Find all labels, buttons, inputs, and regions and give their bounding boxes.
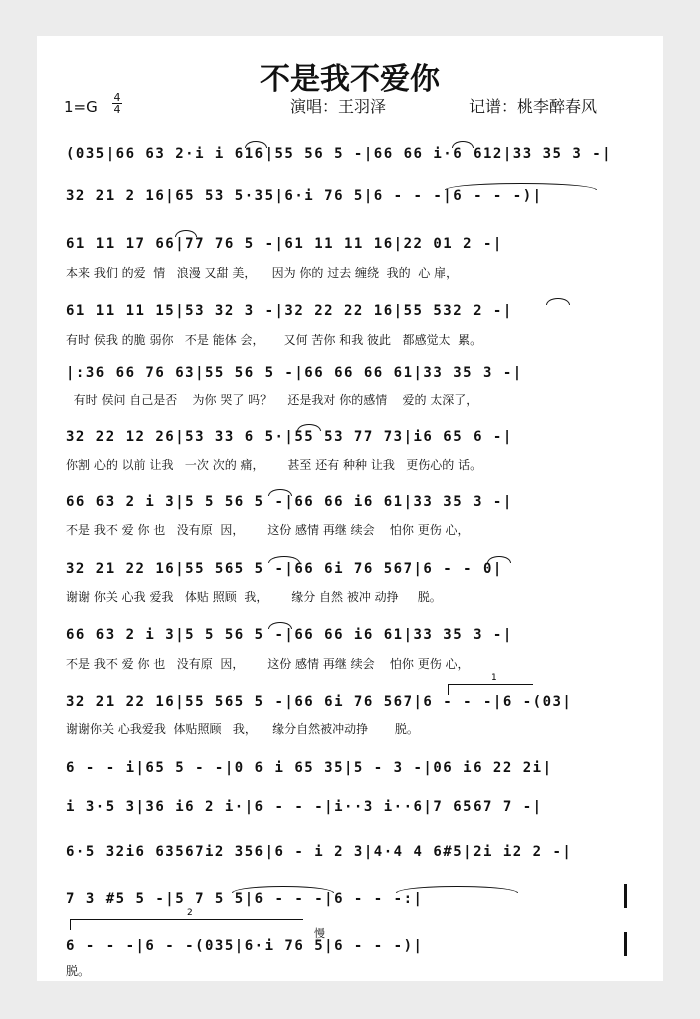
key-signature: 1=G [64,98,98,116]
score-row-13: 6·5 32i6 63567i2 356|6 - i 2 3|4·4 4 6#5|2i i2 2 -| [66,844,573,860]
song-title: 不是我不爱你 [260,62,440,97]
lyric-row-8: 谢谢 你关 心我 爱我 体贴 照顾 我， 缘分 自然 被冲 动挣 脱。 [66,590,442,604]
score-row-1: (035|66 63 2·i i 616|55 56 5 -|66 66 i·6 612|33 35 3 -| [66,146,613,162]
score-row-11: 6 - - i|65 5 - -|0 6 i 65 35|5 - 3 -|06 i6 22 2i| [66,760,553,776]
lyric-row-7: 不是 我不 爱 你 也 没有原 因， 这份 感情 再继 续会 怕你 更伤 心， [66,523,470,537]
tie [297,424,321,431]
notator-credit: 记谱：桃李醉春风 [469,97,598,116]
singer-credit: 演唱：王羽泽 [290,97,387,116]
tie [445,183,597,190]
lyric-row-4: 有时 侯我 的脆 弱你 不是 能体 会， 又何 苦你 和我 彼此 都感觉太 累。 [66,333,483,347]
score-row-14: 7 3 #5 5 -|5 7 5 5|6 - - -|6 - - -:| [66,891,424,907]
tie [452,141,474,148]
meter-top: 4 [113,91,121,104]
score-row-8: 32 21 22 16|55 565 5 -|66 6i 76 567|6 - - 0| [66,561,503,577]
score-row-10: 32 21 22 16|55 565 5 -|66 6i 76 567|6 - - -|6 -(03| [66,694,573,710]
tie [245,141,267,148]
tempo-mark: 慢 [314,927,325,940]
tie [268,622,292,629]
lyric-row-5: 有时 侯问 自己是否 为你 哭了 吗？ 还是我对 你的感情 爱的 太深了， [66,393,479,407]
tie [268,556,300,563]
tie [487,556,511,563]
time-signature [112,92,122,115]
lyric-row-15: 脱。 [66,964,91,978]
lyric-row-10: 谢谢你关 心我爱我 体贴照顾 我， 缘分自然被冲动挣 脱。 [66,722,419,736]
meter-bottom: 4 [113,103,121,116]
tie [175,230,197,237]
volta-1: 1 [448,684,533,695]
tie [396,886,518,893]
lyric-row-9: 不是 我不 爱 你 也 没有原 因， 这份 感情 再继 续会 怕你 更伤 心， [66,657,470,671]
lyric-row-6: 你割 心的 以前 让我 一次 次的 痛， 甚至 还有 种种 让我 更伤心的 话。 [66,458,483,472]
score-row-5: |:36 66 76 63|55 56 5 -|66 66 66 61|33 35 3 -| [66,365,523,381]
score-row-9: 66 63 2 i 3|5 5 56 5 -|66 66 i6 61|33 35 3 -| [66,627,513,643]
lyric-row-3: 本来 我们 的爱 情 浪漫 又甜 美， 因为 你的 过去 缠绕 我的 心 扉， [66,266,459,280]
final-bar [624,932,627,956]
volta-2: 2 [70,919,303,930]
score-row-6: 32 22 12 26|53 33 6 5·|55 53 77 73|i6 65 6 -| [66,429,513,445]
score-row-2: 32 21 2 16|65 53 5·35|6·i 76 5|6 - - -|6 - - -)| [66,188,543,204]
repeat-end-bar [624,884,627,908]
score-row-15: 6 - - -|6 - -(035|6·i 76 5|6 - - -)| [66,938,424,954]
score-row-12: i 3·5 3|36 i6 2 i·|6 - - -|i··3 i··6|7 6567 7 -| [66,799,543,815]
tie [232,886,334,893]
tie [546,298,570,305]
score-row-7: 66 63 2 i 3|5 5 56 5 -|66 66 i6 61|33 35 3 -| [66,494,513,510]
score-row-4: 61 11 11 15|53 32 3 -|32 22 22 16|55 532 2 -| [66,303,513,319]
score-row-3: 61 11 17 66|77 76 5 -|61 11 11 16|22 01 2 -| [66,236,503,252]
tie [268,489,292,496]
